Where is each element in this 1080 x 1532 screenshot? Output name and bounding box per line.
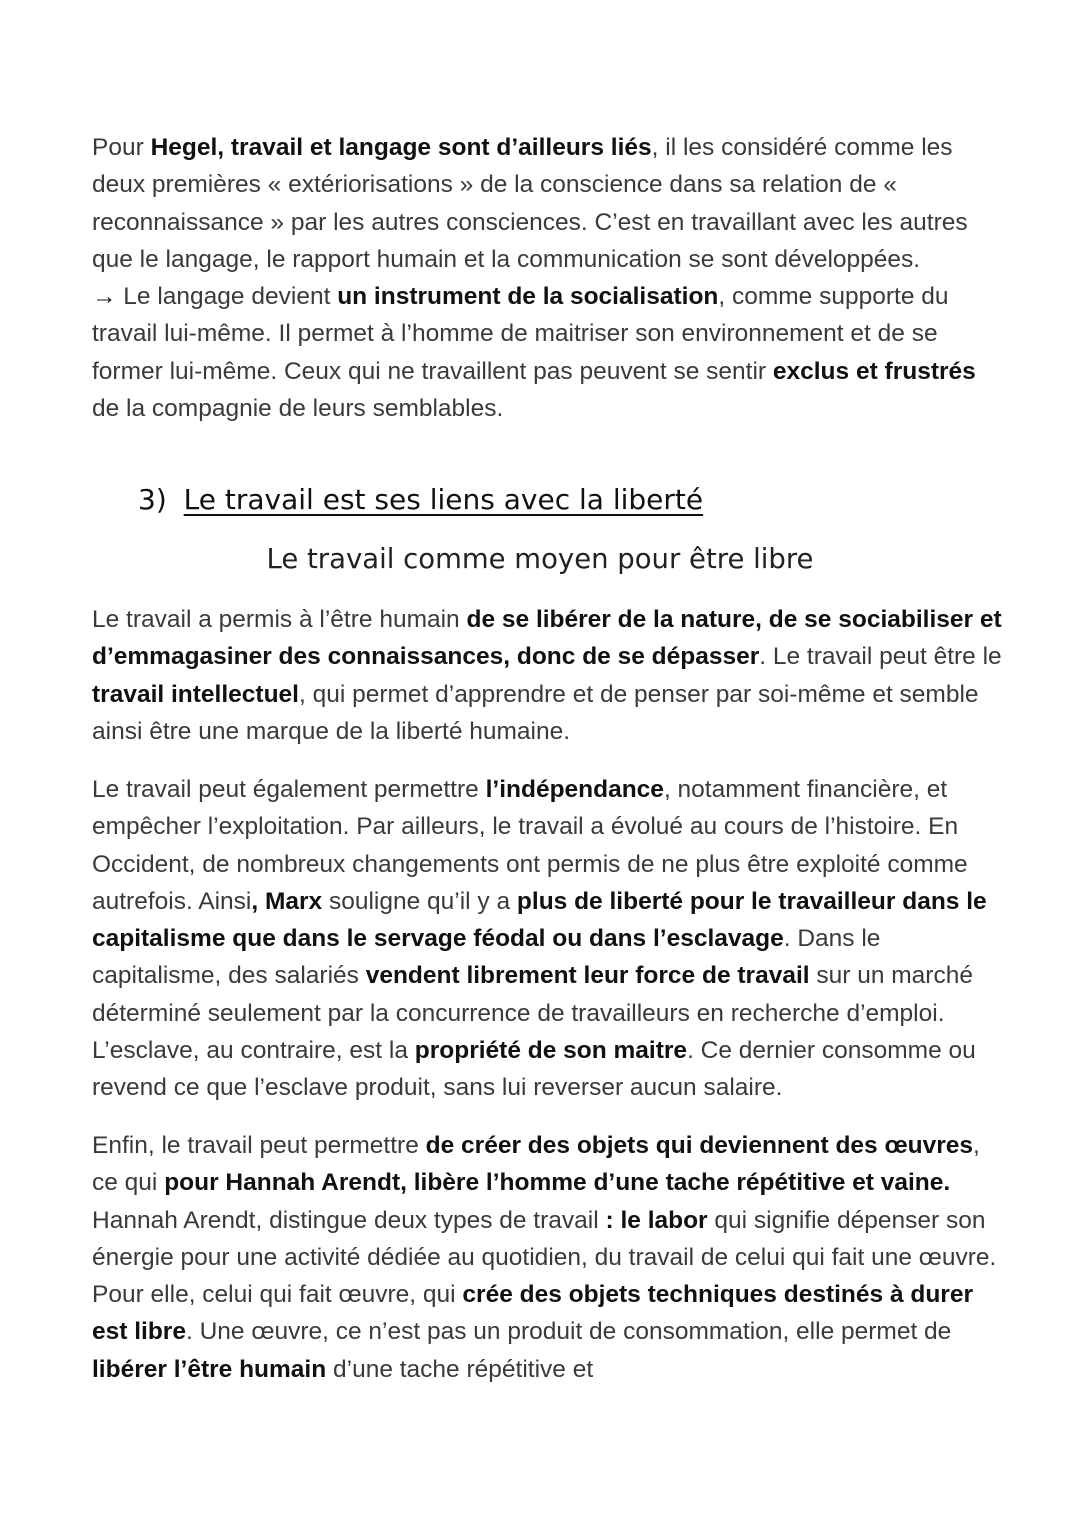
emphasis-text: un instrument de la socialisation [337,283,719,311]
body-text: Le travail a permis à l’être humain [92,606,467,633]
body-text: Hannah Arendt, distingue deux types de travail [92,1206,606,1234]
paragraph-liberation [92,601,1002,750]
section-title: Le travail est ses liens avec la liberté [183,483,704,516]
body-text: . Dans le capitalisme, des salariés [92,925,881,990]
body-text: d’une tache répétitive et [326,1355,594,1383]
body-text: sur un marché déterminé seulement par la concurrence de travailleurs en recherche d’emploi. L’esclave, au contraire, est la [92,962,973,1065]
body-text: Le langage devient [116,283,338,311]
emphasis-text: , Marx [251,887,323,915]
emphasis-text: propriété de son maitre [414,1037,688,1065]
emphasis-text: de se libérer de la nature, de se sociabiliser et d’emmagasiner des connaissances, donc de se dépasser [92,606,1002,671]
emphasis-text: l’indépendance [485,776,664,803]
body-text: , notamment financière, et empêcher l’exploitation. Par ailleurs, le travail a évolué au cours de l’histoire. En Occident, de nombreux changements ont permis de ne plus être exploité comme autrefois. Ainsi [92,776,968,915]
emphasis-text: crée des objets techniques destinés à durer est libre [92,1281,974,1346]
paragraph-arendt [92,1127,1002,1388]
emphasis-text: de créer des objets qui deviennent des œuvres [425,1132,973,1159]
body-text: qui signifie dépenser son énergie pour une activité dédiée au quotidien, du travail de celui qui fait une œuvre. Pour elle, celui qui fait œuvre, qui [92,1206,997,1309]
emphasis-text: plus de liberté pour le travailleur dans le capitalisme que dans le servage féodal ou dans l’esclavage [92,887,987,953]
body-text: , ce qui [92,1132,980,1197]
body-text: . Ce dernier consomme ou revend ce que l’esclave produit, sans lui reverser aucun salaire. [92,1037,976,1102]
body-text: , comme supporte du travail lui-même. Il permet à l’homme de maitriser son environnement et de se former lui-même. Ceux qui ne travaillent pas peuvent se sentir [92,283,949,385]
emphasis-text: Hegel, travail et langage sont d’ailleurs liés [150,134,652,161]
paragraph-independance [92,771,1002,1107]
section-heading [138,483,703,516]
emphasis-text: exclus et frustrés [772,357,976,385]
emphasis-text: travail intellectuel [92,680,299,708]
arrow-icon: → [92,283,117,311]
body-text: souligne qu’il y a [322,887,517,915]
body-text: de la compagnie de leurs semblables. [92,395,504,423]
body-text: Enfin, le travail peut permettre [92,1132,426,1159]
emphasis-text: pour Hannah Arendt, libère l’homme d’une tache répétitive et vaine. [164,1169,951,1197]
body-text: , il les considéré comme les deux premières « extériorisations » de la conscience dans sa relation de « reconnaissance » par les autres consciences. C’est en travaillant avec les autres que le langage, le rapport humain et la communication se sont développées. [92,134,968,273]
body-text: . Le travail peut être le [759,643,1002,671]
section-number: 3) [138,483,167,516]
subsection-heading: Le travail comme moyen pour être libre [266,543,814,575]
emphasis-text: : le labor [605,1206,708,1234]
body-text: , qui permet d’apprendre et de penser par soi-même et semble ainsi être une marque de la liberté humaine. [92,680,979,745]
body-text: Le travail peut également permettre [92,776,486,803]
emphasis-text: libérer l’être humain [92,1355,327,1383]
emphasis-text: vendent librement leur force de travail [365,962,810,990]
paragraph-hegel [92,129,1002,427]
body-text: . Une œuvre, ce n’est pas un produit de consommation, elle permet de [185,1318,952,1346]
body-text: Pour [92,134,151,161]
